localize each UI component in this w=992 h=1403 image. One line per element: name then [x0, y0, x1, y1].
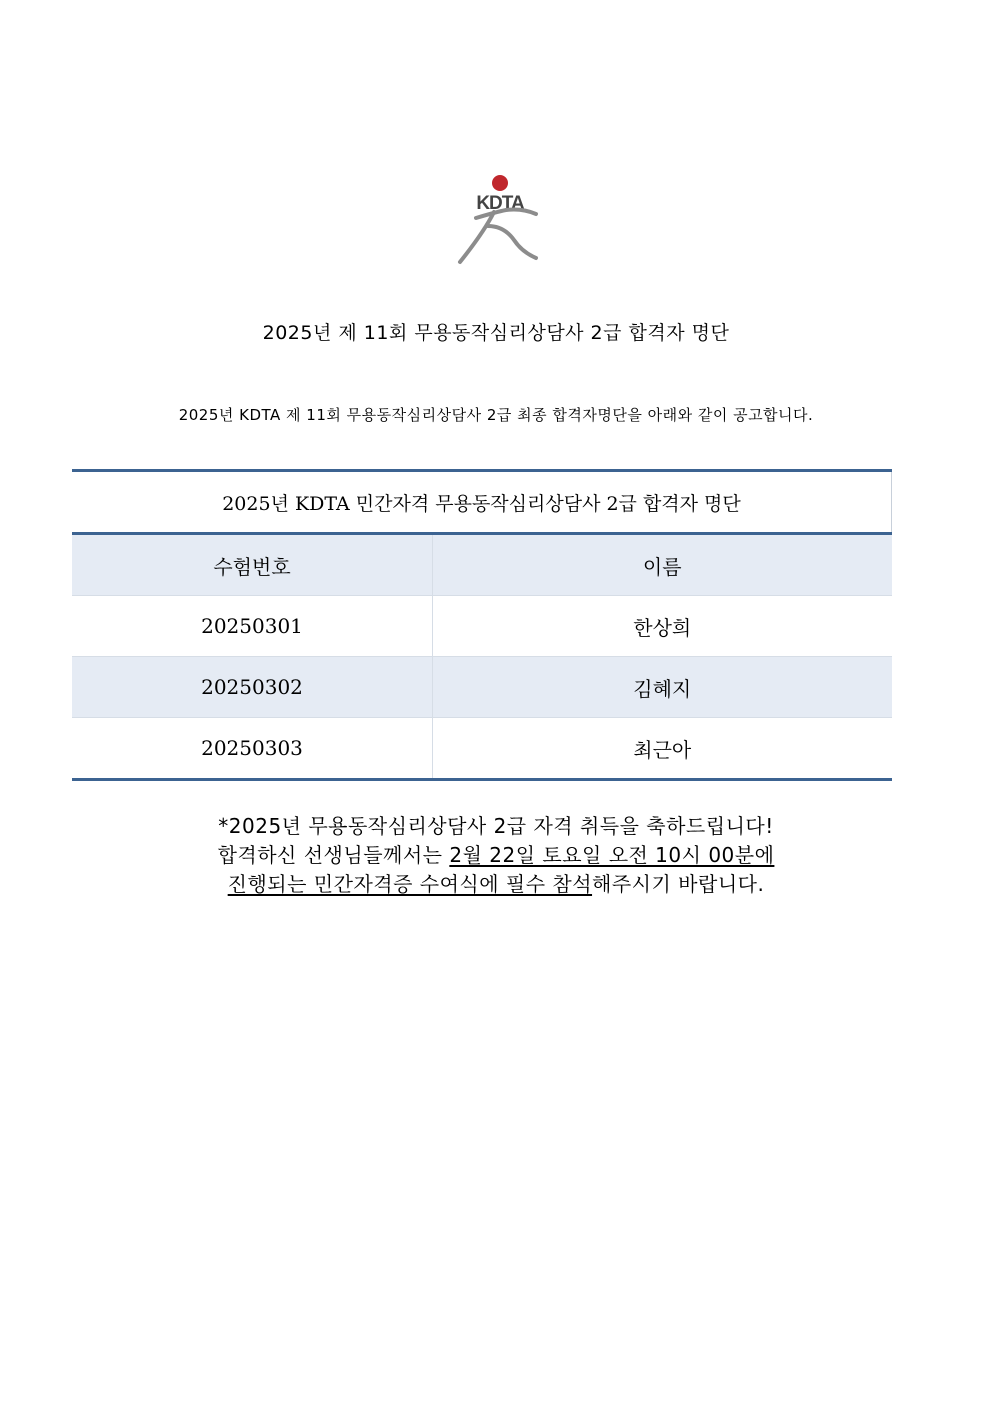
notice-line-3-plain: 해주시기 바랍니다.: [592, 872, 765, 896]
row-name: 한상희: [433, 596, 892, 657]
table-row: [72, 657, 892, 718]
kdta-logo: [448, 170, 548, 270]
table-row: [72, 596, 892, 657]
table-header-row: [72, 534, 892, 596]
notice-line-2: [0, 841, 992, 870]
logo-text: KDTA: [476, 193, 524, 214]
row-name: 김혜지: [433, 657, 892, 718]
notice-line-1: *2025년 무용동작심리상담사 2급 자격 취득을 축하드립니다!: [218, 814, 774, 838]
header-id: 수험번호: [72, 534, 433, 596]
row-id: 20250303: [72, 718, 433, 780]
results-table: [72, 469, 892, 781]
row-id: 20250301: [72, 596, 433, 657]
results-table-container: [72, 469, 892, 781]
table-row: [72, 718, 892, 780]
row-id: 20250302: [72, 657, 433, 718]
row-name: 최근아: [433, 718, 892, 780]
notice-line-2-plain: 합격하신 선생님들께서는: [217, 843, 450, 867]
header-name: 이름: [433, 534, 892, 596]
document-title: 2025년 제 11회 무용동작심리상담사 2급 합격자 명단: [262, 322, 730, 344]
notice-line-3-underlined: 진행되는 민간자격증 수여식에 필수 참석: [227, 872, 593, 896]
kdta-logo-graphic: [448, 170, 548, 270]
announcement-intro: 2025년 KDTA 제 11회 무용동작심리상담사 2급 최종 합격자명단을 아래와 같이 공고합니다.: [178, 406, 814, 424]
notice-block: [0, 812, 992, 899]
notice-line-2-underlined: 2월 22일 토요일 오전 10시 00분에: [449, 843, 775, 867]
table-caption: 2025년 KDTA 민간자격 무용동작심리상담사 2급 합격자 명단: [72, 471, 892, 534]
notice-line-3: [0, 870, 992, 899]
